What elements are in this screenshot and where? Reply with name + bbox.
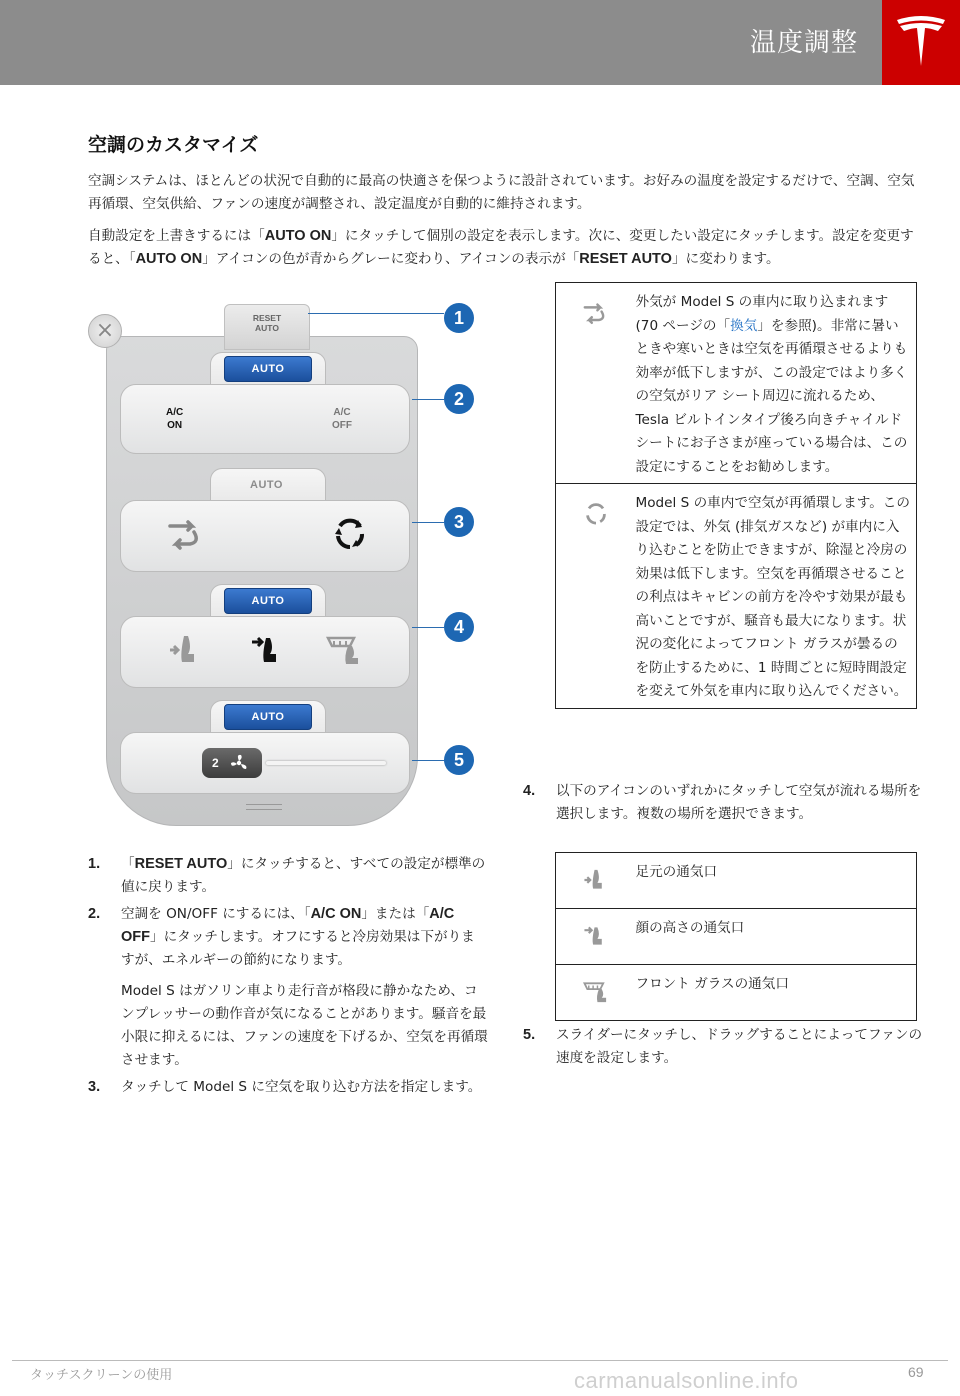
icon-cell bbox=[556, 965, 636, 1021]
callout-3: 3 bbox=[444, 507, 474, 537]
callout-line bbox=[412, 627, 444, 628]
vent-table bbox=[555, 852, 917, 1021]
icon-cell bbox=[556, 283, 636, 484]
icon-cell bbox=[556, 484, 636, 709]
list-item bbox=[523, 780, 923, 826]
table-row bbox=[556, 283, 917, 484]
text-span: 空調を ON/OFF にするには、「 bbox=[121, 906, 311, 922]
list-number: 1. bbox=[88, 856, 101, 872]
ac-on-label: A/C ON bbox=[310, 906, 362, 922]
text-span: 」にタッチすると、すべての設定が標準の値に戻ります。 bbox=[121, 856, 486, 895]
callout-5: 5 bbox=[444, 745, 474, 775]
text-span: 」または「 bbox=[361, 906, 430, 922]
list-item bbox=[88, 853, 488, 899]
logo-box bbox=[882, 0, 960, 85]
reset-auto-line: RESET bbox=[252, 313, 282, 323]
page-header bbox=[0, 0, 960, 85]
callout-1: 1 bbox=[444, 303, 474, 333]
auto-on-label: AUTO ON bbox=[264, 228, 332, 244]
vent-auto-button[interactable]: AUTO bbox=[224, 588, 312, 614]
fan-icon bbox=[228, 753, 250, 773]
recirculate-icon bbox=[582, 500, 610, 528]
reset-auto-label: RESET AUTO bbox=[134, 856, 228, 872]
text-span: 「 bbox=[121, 856, 135, 872]
footer-section: タッチスクリーンの使用 bbox=[30, 1368, 173, 1383]
text-span: 自動設定を上書きするには「 bbox=[88, 228, 265, 244]
intro-paragraph-1: 空調システムは、ほとんどの状況で自動的に最高の快適さを保つように設計されています。お好みの温度を設定するだけで、空調、空気再循環、空気供給、ファンの速度が調整され、設定温度が自動的に維持されます。 bbox=[88, 173, 915, 212]
text-span: スライダーにタッチし、ドラッグすることによってファンの速度を設定します。 bbox=[556, 1027, 923, 1066]
foot-vent-icon bbox=[583, 867, 609, 893]
text-cell bbox=[636, 484, 917, 709]
left-steps-list bbox=[88, 853, 488, 1103]
windshield-vent-icon bbox=[581, 979, 611, 1005]
list-item bbox=[88, 903, 488, 972]
table-row bbox=[556, 484, 917, 709]
header-title: 温度調整 bbox=[749, 28, 858, 58]
ac-off-button[interactable] bbox=[332, 406, 352, 432]
watermark: carmanualsonline.info bbox=[574, 1368, 799, 1393]
foot-vent-icon[interactable] bbox=[168, 632, 204, 668]
text-span: 外気が Model S の車内に取り込まれます (70 ページの「 bbox=[635, 294, 889, 334]
face-vent-icon[interactable] bbox=[250, 632, 286, 668]
fan-speed-handle[interactable] bbox=[202, 748, 262, 778]
list-number: 2. bbox=[88, 906, 101, 922]
page-number: 69 bbox=[908, 1364, 924, 1380]
text-span: 」に変わります。 bbox=[671, 251, 780, 267]
climate-panel-illustration bbox=[86, 296, 486, 836]
text-span: 」アイコンの色が青からグレーに変わり、アイコンの表示が「 bbox=[202, 251, 580, 267]
ac-row bbox=[120, 384, 410, 454]
callout-line bbox=[308, 313, 444, 314]
right-step-5 bbox=[523, 1024, 923, 1074]
tesla-logo-icon bbox=[894, 14, 948, 70]
list-item bbox=[523, 1024, 923, 1070]
ac-off-line: A/C bbox=[333, 407, 351, 418]
text-cell: 顔の高さの通気口 bbox=[636, 909, 917, 965]
table-row bbox=[556, 853, 917, 909]
fan-speed-slider[interactable] bbox=[266, 761, 386, 765]
list-note: Model S はガソリン車より走行音が格段に静かなため、コンプレッサーの動作音が気になることがあります。騒音を最小限に抑えるには、ファンの速度を下げるか、空気を再循環させます。 bbox=[121, 983, 488, 1068]
right-step-4 bbox=[523, 780, 923, 830]
close-icon[interactable]: × bbox=[88, 314, 122, 348]
ventilation-link[interactable]: 換気 bbox=[730, 317, 758, 334]
windshield-vent-icon[interactable] bbox=[324, 632, 364, 668]
icon-cell bbox=[556, 853, 636, 909]
auto-on-label: AUTO ON bbox=[135, 251, 203, 267]
text-span: タッチして Model S に空気を取り込む方法を指定します。 bbox=[121, 1079, 482, 1095]
ac-on-line: A/C bbox=[166, 407, 184, 418]
fan-speed-value: 2 bbox=[212, 756, 219, 770]
callout-line bbox=[412, 399, 444, 400]
text-span: 以下のアイコンのいずれかにタッチして空気が流れる場所を選択します。複数の場所を選択できます。 bbox=[556, 783, 922, 822]
ac-off-line: OFF bbox=[332, 420, 352, 431]
list-number: 4. bbox=[523, 783, 536, 799]
reset-auto-button[interactable] bbox=[224, 304, 310, 350]
ac-off-label: A/C OFF bbox=[121, 906, 455, 945]
air-source-table bbox=[555, 282, 917, 709]
intro-paragraph-2 bbox=[88, 225, 920, 271]
reset-auto-line: AUTO bbox=[255, 323, 279, 333]
callout-line bbox=[412, 522, 444, 523]
text-span: 」にタッチして個別の設定を表示します。次に、変更したい設定にタッチします。設定を変更すると、「 bbox=[88, 228, 914, 267]
panel-grip-handle[interactable] bbox=[246, 804, 282, 810]
callout-2: 2 bbox=[444, 384, 474, 414]
footer-divider bbox=[12, 1360, 948, 1361]
section-title: 空調のカスタマイズ bbox=[88, 134, 259, 156]
air-source-auto-label[interactable]: AUTO bbox=[250, 479, 283, 491]
ac-on-button[interactable] bbox=[166, 406, 183, 432]
text-span: 」を参照)。非常に暑いときや寒いときは空気を再循環させるよりも効率が低下しますが、この設定ではより多くの空気がリア シート周辺に流れるため、Tesla ビルトインタイプ後ろ向きチャイルド シートにお子さまが座っている場合は、この設定にすることをお勧めします。 bbox=[635, 317, 908, 475]
callout-line bbox=[412, 760, 444, 761]
fresh-air-icon bbox=[582, 299, 610, 327]
icon-cell bbox=[556, 909, 636, 965]
list-item bbox=[88, 1076, 488, 1099]
text-cell bbox=[636, 283, 917, 484]
ac-auto-button[interactable]: AUTO bbox=[224, 356, 312, 382]
callout-4: 4 bbox=[444, 612, 474, 642]
text-cell: フロント ガラスの通気口 bbox=[636, 965, 917, 1021]
ac-on-line: ON bbox=[167, 420, 183, 431]
text-span: Model S の車内で空気が再循環します。この設定では、外気 (排気ガスなど) が車内に入り込むことを防止できますが、除湿と冷房の効果は低下します。空気を再循環させることの利点はキャビンの前方を冷やす効果が最も高いことですが、騒音も最大になります。状況の変化によってフロント ガラスが曇るのを防止するために、1 時間ごとに短時間設定を変えて外気を車内に取り込んでください。 bbox=[635, 495, 910, 699]
table-row bbox=[556, 909, 917, 965]
fan-auto-button[interactable]: AUTO bbox=[224, 704, 312, 730]
text-span: 」にタッチします。オフにすると冷房効果は下がりますが、エネルギーの節約になります。 bbox=[121, 929, 475, 968]
list-number: 5. bbox=[523, 1027, 536, 1043]
text-cell: 足元の通気口 bbox=[636, 853, 917, 909]
intro-text bbox=[88, 170, 920, 280]
fresh-air-icon[interactable] bbox=[166, 514, 206, 554]
face-vent-icon bbox=[583, 923, 609, 949]
table-row bbox=[556, 965, 917, 1021]
list-number: 3. bbox=[88, 1079, 101, 1095]
recirculate-icon[interactable] bbox=[330, 514, 370, 554]
reset-auto-label: RESET AUTO bbox=[579, 251, 672, 267]
